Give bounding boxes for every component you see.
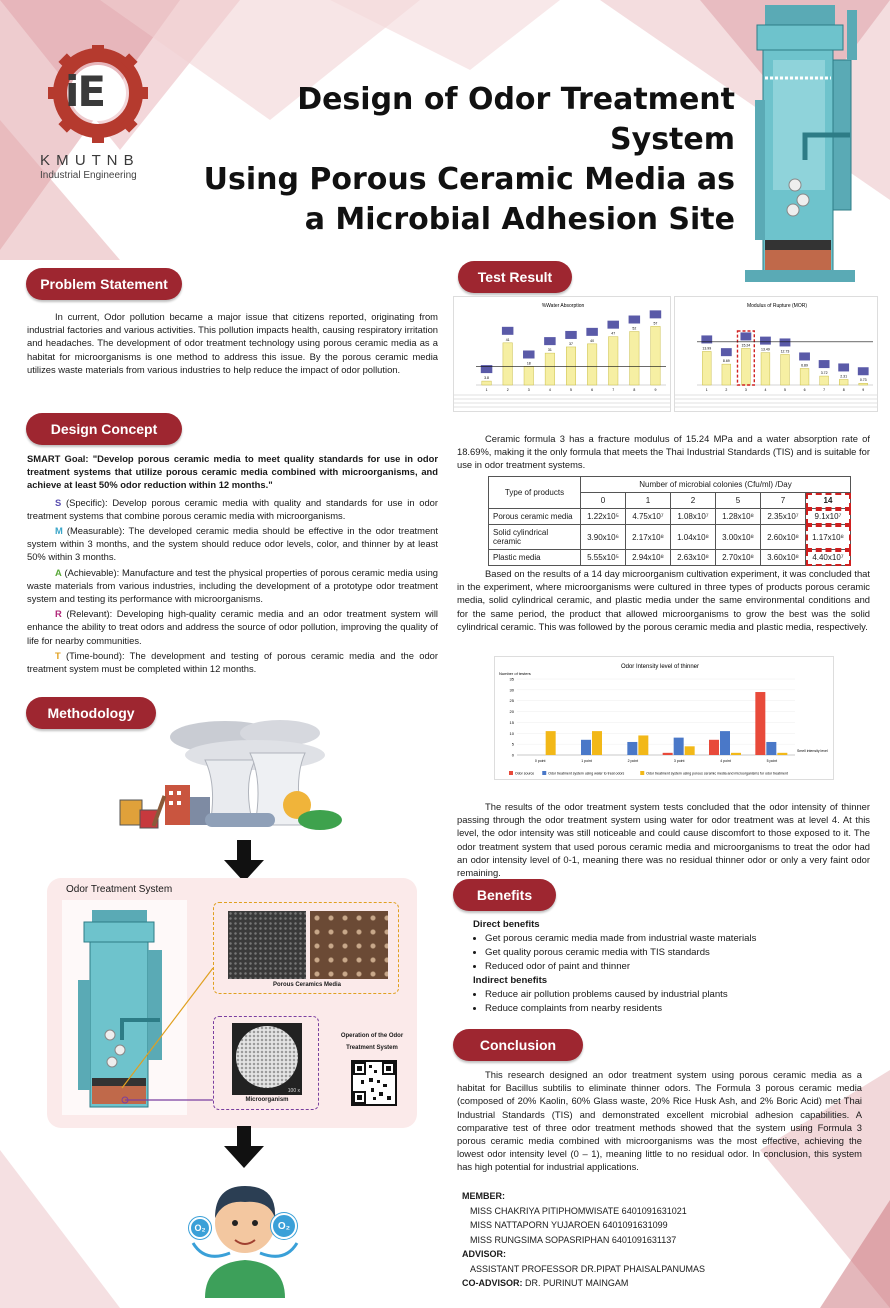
smart-a-text: (Achievable): Manufacture and test the physical properties of porous ceramic media using waste materials from various industries, including the development of a prototype odor treatment system and testing its performance with microorganisms. [27, 566, 438, 605]
table-cell: 5.55x10⁵ [581, 550, 626, 566]
o2-bubble-left [189, 1217, 211, 1239]
table-row-label: Porous ceramic media [489, 509, 581, 525]
legend-swatch [542, 771, 546, 775]
table-cell: 1.04x10⁸ [671, 525, 716, 550]
table-day: 14 [806, 493, 851, 509]
member-name: MISS NATTAPORN YUJAROEN 6401091631099 [470, 1220, 668, 1230]
chart-data-label: 12.73 [780, 349, 790, 354]
x-tick-label: 5 point [766, 759, 778, 763]
smart-m-text: (Measurable): The developed ceramic media should be effective in the odor treatment system within 3 months, and the system should reduce odor levels, color, and thinner by at least 50% within 3 months. [27, 525, 438, 563]
chart-bar [800, 368, 809, 385]
table-cell: 2.70x10⁸ [716, 550, 761, 566]
test-text-3-block [457, 800, 870, 879]
table-cell: 1.17x10⁸ [806, 525, 851, 550]
coadvisor-label: CO-ADVISOR: [462, 1278, 523, 1288]
chart-bar [685, 746, 695, 755]
smart-t-text: (Time-bound): The development and testing of porous ceramic media and the odor treatment system must be completed within 12 months. [27, 649, 438, 675]
table-day: 5 [716, 493, 761, 509]
chart-data-label: 15.24 [741, 343, 751, 348]
factory-illustration [105, 715, 355, 835]
chart-data-label: 57 [653, 321, 658, 326]
chart-tick-label: 8 [842, 388, 845, 392]
x-tick-label: 0 point [534, 759, 546, 763]
microbial-table-wrap [488, 476, 851, 566]
chart-bar [839, 379, 848, 385]
test-text-1-block [457, 432, 870, 472]
problem-text-block [27, 310, 438, 376]
odor-system-title: Odor Treatment System [66, 884, 173, 895]
legend-label: Odor treatment system using porous ceramic media and microorganisms for odor treatment [646, 771, 788, 776]
smart-s-letter: S [55, 496, 62, 508]
indirect-benefits-label: Indirect benefits [473, 975, 548, 986]
chart-bar [503, 343, 513, 385]
chart-bar-tag [780, 338, 791, 346]
y-axis-label: Number of testers [499, 671, 531, 676]
arrow-down-icon [224, 1126, 264, 1168]
problem-text: In current, Odor pollution became a major issue that citizens reported, originating from industrial factories and various activities. This pollution impacts health, causing respiratory irritation and headaches. The development of odor treatment technology using porous ceramic media as a habitat for microorganisms is one method to address this issue. By the porous ceramic media utilizes waste materials from various industries to help reduce the impact of odor pollution. [27, 311, 438, 375]
chart-bar-tag [629, 316, 641, 324]
coadvisor-name: DR. PURINUT MAINGAM [522, 1278, 629, 1288]
chart-bar [781, 354, 790, 385]
smart-goal: SMART Goal: "Develop porous ceramic media to meet quality standards for use in odor treatment systems that utilize porous ceramic media combined with microorganisms, and achieve at least 50% odor reduction within 12 months." [27, 453, 438, 491]
chart-tick-label: 6 [803, 388, 806, 392]
chart-bar [731, 753, 741, 755]
chart-data-label: 2.31 [840, 374, 848, 379]
chart-bar-tag [544, 337, 556, 345]
table-corner: Type of products [489, 477, 581, 509]
smart-r-text: (Relevant): Developing high-quality ceramic media and an odor treatment system will enhance the ability to treat odors and address the source of odor pollution, improving the quality of life for nearby communities. [27, 608, 438, 646]
smart-t-letter: T [55, 649, 61, 661]
table-cell: 2.94x10⁸ [626, 550, 671, 566]
chart-bar [720, 731, 730, 755]
section-conclusion: Conclusion [453, 1029, 583, 1061]
section-benefits: Benefits [453, 879, 556, 911]
chart-bar [638, 735, 648, 755]
chart-bar [566, 347, 576, 385]
title-line-3: a Microbial Adhesion Site [304, 202, 735, 237]
table-row [489, 509, 851, 525]
chart-tick-label: 3 [744, 388, 747, 392]
chart-bar [627, 742, 637, 755]
media-label: Porous Ceramics Media [272, 982, 342, 988]
table-cell: 2.60x10⁸ [761, 525, 806, 550]
x-axis-label: Smell intensity level [797, 749, 828, 753]
coadvisor-line [462, 1276, 705, 1291]
smart-m [27, 524, 438, 564]
chart-tick-label: 4 [764, 388, 767, 392]
odor-intensity-chart [494, 656, 834, 780]
chart-tick-label: 9 [862, 388, 865, 392]
title-line-1: Design of Odor Treatment System [297, 82, 735, 157]
x-tick-label: 3 point [673, 759, 685, 763]
table-cell: 3.90x10⁶ [581, 525, 626, 550]
table-group-header: Number of microbial colonies (Cfu/ml) /Day [581, 477, 851, 493]
operation-label: Operation of the Odor Treatment System [340, 1033, 404, 1051]
chart-bar-tag [740, 332, 751, 340]
x-tick-label: 4 point [720, 759, 731, 763]
advisor-name: ASSISTANT PROFESSOR DR.PIPAT PHAISALPANUMAS [470, 1263, 706, 1274]
chart-bar [859, 383, 868, 385]
chart-data-label: 6.89 [801, 363, 808, 368]
chart-data-label: 3.72 [820, 371, 828, 376]
water-absorption-chart [453, 296, 671, 412]
chart-bar [709, 740, 719, 755]
table-cell: 9.1x10⁷ [806, 509, 851, 525]
test-text-2: Based on the results of a 14 day microorganism cultivation experiment, it was concluded that in the experiment, where microorganisms were cultured in three types of products porous ceramic media, solid cylindrical ceramic, and plastic media under the same environmental conditions and for the same period, the product that allowed microorganisms to grow the best was the solid cylindrical ceramic. This was followed by the porous ceramic media and plastic media, respectively. [457, 568, 870, 632]
o2-label-left: O₂ [194, 1223, 206, 1233]
chart-data-label: 13.49 [761, 347, 770, 352]
qr-code [351, 1060, 397, 1106]
chart-bar [545, 353, 555, 385]
smart-s-text: (Specific): Develop porous ceramic media with quality and standards for use in odor treatment systems that combine porous ceramic media with microorganisms. [27, 496, 438, 521]
chart-tick-label: 5 [570, 388, 572, 392]
odor-system-panel [47, 878, 417, 1128]
section-methodology: Methodology [26, 697, 156, 729]
chart-bar [581, 740, 591, 755]
section-design-concept: Design Concept [26, 413, 182, 445]
chart-bar-tag [607, 321, 619, 329]
chart-bar-tag [650, 310, 662, 318]
chart-bar-tag [760, 337, 771, 345]
poster-title [190, 80, 735, 240]
chart-tick-label: 1 [705, 388, 708, 392]
mor-chart [674, 296, 878, 412]
chart-bar [674, 738, 684, 755]
chart-bar [766, 742, 776, 755]
chart-data-label: 13.99 [702, 346, 712, 351]
x-tick-label: 1 point [581, 759, 592, 763]
y-tick-label: 20 [509, 709, 514, 715]
conclusion-block [457, 1068, 862, 1174]
list-item: • Reduce air pollution problems caused by industrial plants [485, 988, 873, 1002]
chart-tick-label: 3 [527, 388, 530, 392]
chart-data-label: 3.8 [484, 376, 489, 381]
table-day: 1 [626, 493, 671, 509]
reactor-illustration [735, 0, 885, 285]
benefits-list [453, 918, 873, 1016]
table-day: 7 [761, 493, 806, 509]
table-row-label: Plastic media [489, 550, 581, 566]
direct-benefits-label: Direct benefits [473, 919, 540, 930]
chart-bar-tag [701, 335, 712, 343]
chart-data-label: 8.69 [722, 359, 730, 364]
smart-t [27, 649, 438, 675]
o2-bubble-right [271, 1213, 297, 1239]
section-problem-statement: Problem Statement [26, 268, 182, 300]
chart-bar [761, 353, 770, 385]
list-item: • Get porous ceramic media made from industrial waste materials [485, 932, 873, 946]
y-tick-label: 10 [509, 730, 514, 736]
table-day: 0 [581, 493, 626, 509]
y-tick-label: 30 [509, 687, 514, 693]
design-text-block [27, 452, 438, 677]
chart-bar-tag [819, 360, 830, 368]
logo [18, 45, 168, 185]
table-cell: 4.40x10⁷ [806, 550, 851, 566]
chart-title: Odor Intensity level of thinner [620, 664, 700, 670]
y-tick-label: 15 [509, 719, 514, 725]
chart-bar [524, 366, 534, 385]
member-label: MEMBER: [462, 1191, 505, 1201]
legend-swatch [640, 771, 644, 775]
chart-bar [777, 753, 787, 755]
y-tick-label: 0 [511, 752, 514, 758]
chart-bar [820, 376, 829, 385]
chart-tick-label: 9 [654, 388, 657, 392]
table-cell: 1.08x10⁷ [671, 509, 716, 525]
chart-bar-tag [838, 363, 849, 371]
chart-bar-tag [721, 348, 732, 356]
smart-r-letter: R [55, 608, 62, 620]
chart-data-label: 52 [632, 326, 637, 331]
table-cell: 3.00x10⁸ [716, 525, 761, 550]
table-cell: 2.17x10⁸ [626, 525, 671, 550]
chart-bar-tag [523, 350, 535, 358]
title-line-2: Using Porous Ceramic Media as [203, 162, 735, 197]
chart-data-label: 0.73 [859, 378, 867, 383]
member-name: MISS RUNGSIMA SOPASRIPHAN 6401091631137 [470, 1234, 677, 1245]
chart-bar [663, 753, 673, 755]
smart-a-letter: A [55, 566, 62, 578]
test-text-3: The results of the odor treatment system tests concluded that the odor intensity of thinner passing through the odor treatment system using water for odor treatment was at level 4. At this level, the odor intensity was still noticeable and could cause discomfort to those exposed to it. The odor treatment system that used porous ceramic media and microorganisms to treat the odor had an odor intensity level of 0-1, meaning there was no residual thinner odor or only a very faint odor remaining. [457, 801, 870, 879]
chart-title: Modulus of Rupture (MOR) [746, 303, 808, 309]
logo-org: K M U T N B [40, 152, 135, 169]
chart-bar [741, 348, 750, 385]
chart-bar-tag [858, 367, 869, 375]
chart-data-label: 18 [526, 361, 531, 366]
chart-data-label: 31 [547, 348, 552, 353]
indirect-benefits [453, 988, 873, 1016]
logo-dept: Industrial Engineering [40, 170, 137, 181]
table-day: 2 [671, 493, 716, 509]
chart-bar-tag [799, 352, 810, 360]
chart-tick-label: 5 [784, 388, 786, 392]
list-item: • Reduce complaints from nearby residents [485, 1002, 873, 1016]
table-cell: 3.60x10⁸ [761, 550, 806, 566]
list-item: • Get quality porous ceramic media with TIS standards [485, 946, 873, 960]
chart-bar [482, 381, 492, 385]
smart-a [27, 566, 438, 606]
table-row [489, 550, 851, 566]
magnification-label: 100 x [287, 1088, 300, 1094]
chart-tick-label: 7 [612, 388, 615, 392]
table-row-label: Solid cylindrical ceramic [489, 525, 581, 550]
section-test-result: Test Result [458, 261, 572, 293]
chart-bar-tag [502, 327, 514, 335]
table-cell: 1.28x10⁸ [716, 509, 761, 525]
chart-bar-tag [586, 328, 598, 336]
chart-data-label: 41 [505, 337, 510, 342]
micro-label: Microorganism [245, 1097, 289, 1103]
chart-bar [587, 344, 597, 385]
logo-letters: iE [65, 67, 105, 116]
legend-label: Odor source [515, 771, 535, 776]
test-text-1: Ceramic formula 3 has a fracture modulus of 15.24 MPa and a water absorption rate of 18.69%, making it the only formula that meets the Thai Industrial Standards (TIS) and is suitable for use in odor treatment systems. [457, 433, 870, 471]
chart-bar [651, 326, 661, 385]
x-tick-label: 2 point [627, 759, 639, 763]
arrow-down-icon [224, 840, 264, 882]
table-row [489, 525, 851, 550]
chart-tick-label: 2 [506, 388, 509, 392]
y-tick-label: 25 [509, 698, 514, 704]
list-item: • Reduced odor of paint and thinner [485, 960, 873, 974]
chart-tick-label: 8 [633, 388, 636, 392]
smart-r [27, 607, 438, 647]
legend-swatch [509, 771, 513, 775]
chart-bar [630, 332, 640, 385]
smart-s [27, 496, 438, 522]
o2-label-right: O₂ [277, 1220, 291, 1232]
legend-label: Odor treatment system using water to treat odors [548, 771, 625, 776]
table-cell: 2.35x10⁷ [761, 509, 806, 525]
chart-tick-label: 6 [591, 388, 594, 392]
chart-bar [592, 731, 602, 755]
chart-bar [722, 364, 731, 385]
test-text-2-block [457, 567, 870, 633]
chart-tick-label: 1 [485, 388, 488, 392]
chart-data-label: 40 [590, 338, 595, 343]
advisor-label: ADVISOR: [462, 1249, 507, 1259]
chart-title: %Water Absorption [541, 303, 585, 309]
chart-data-label: 37 [569, 341, 573, 346]
chart-bar [702, 351, 711, 385]
team-credits [462, 1189, 705, 1291]
qr-code-icon [353, 1062, 395, 1104]
table-cell: 2.63x10⁸ [671, 550, 716, 566]
chart-bar [608, 337, 618, 385]
table-cell: 4.75x10⁷ [626, 509, 671, 525]
y-tick-label: 5 [511, 741, 514, 747]
member-name: MISS CHAKRIYA PITIPHOMWISATE 6401091631021 [470, 1205, 687, 1216]
chart-data-label: 47 [611, 331, 616, 336]
chart-bar [546, 731, 556, 755]
chart-bar-tag [565, 331, 577, 339]
table-cell: 1.22x10⁵ [581, 509, 626, 525]
chart-tick-label: 7 [823, 388, 826, 392]
microbial-table [488, 476, 851, 566]
y-tick-label: 35 [509, 676, 514, 682]
conclusion-text: This research designed an odor treatment system using porous ceramic media as a habitat for Bacillus subtilis to eliminate thinner odors. The Formula 3 porous ceramic media (composed of 20% Kaolin, 60% Glass waste, 20% Rice Husk Ash, and 2% Boric Acid) met Thai Industrial Standards (TIS) and demonstrated excellent microbial adhesion capabilities. A comparative test of three odor treatment methods showed that the system using Formula 3 porous ceramic media combined with microorganisms was the most effective, achieving the lowest odor intensity level (0 – 1), meaning little to no residual odor. In conclusion, this system has high potential for industrial applications. [457, 1069, 862, 1173]
smart-m-letter: M [55, 525, 63, 537]
chart-tick-label: 2 [725, 388, 728, 392]
chart-tick-label: 4 [548, 388, 551, 392]
chart-bar [755, 692, 765, 755]
direct-benefits [453, 932, 873, 974]
